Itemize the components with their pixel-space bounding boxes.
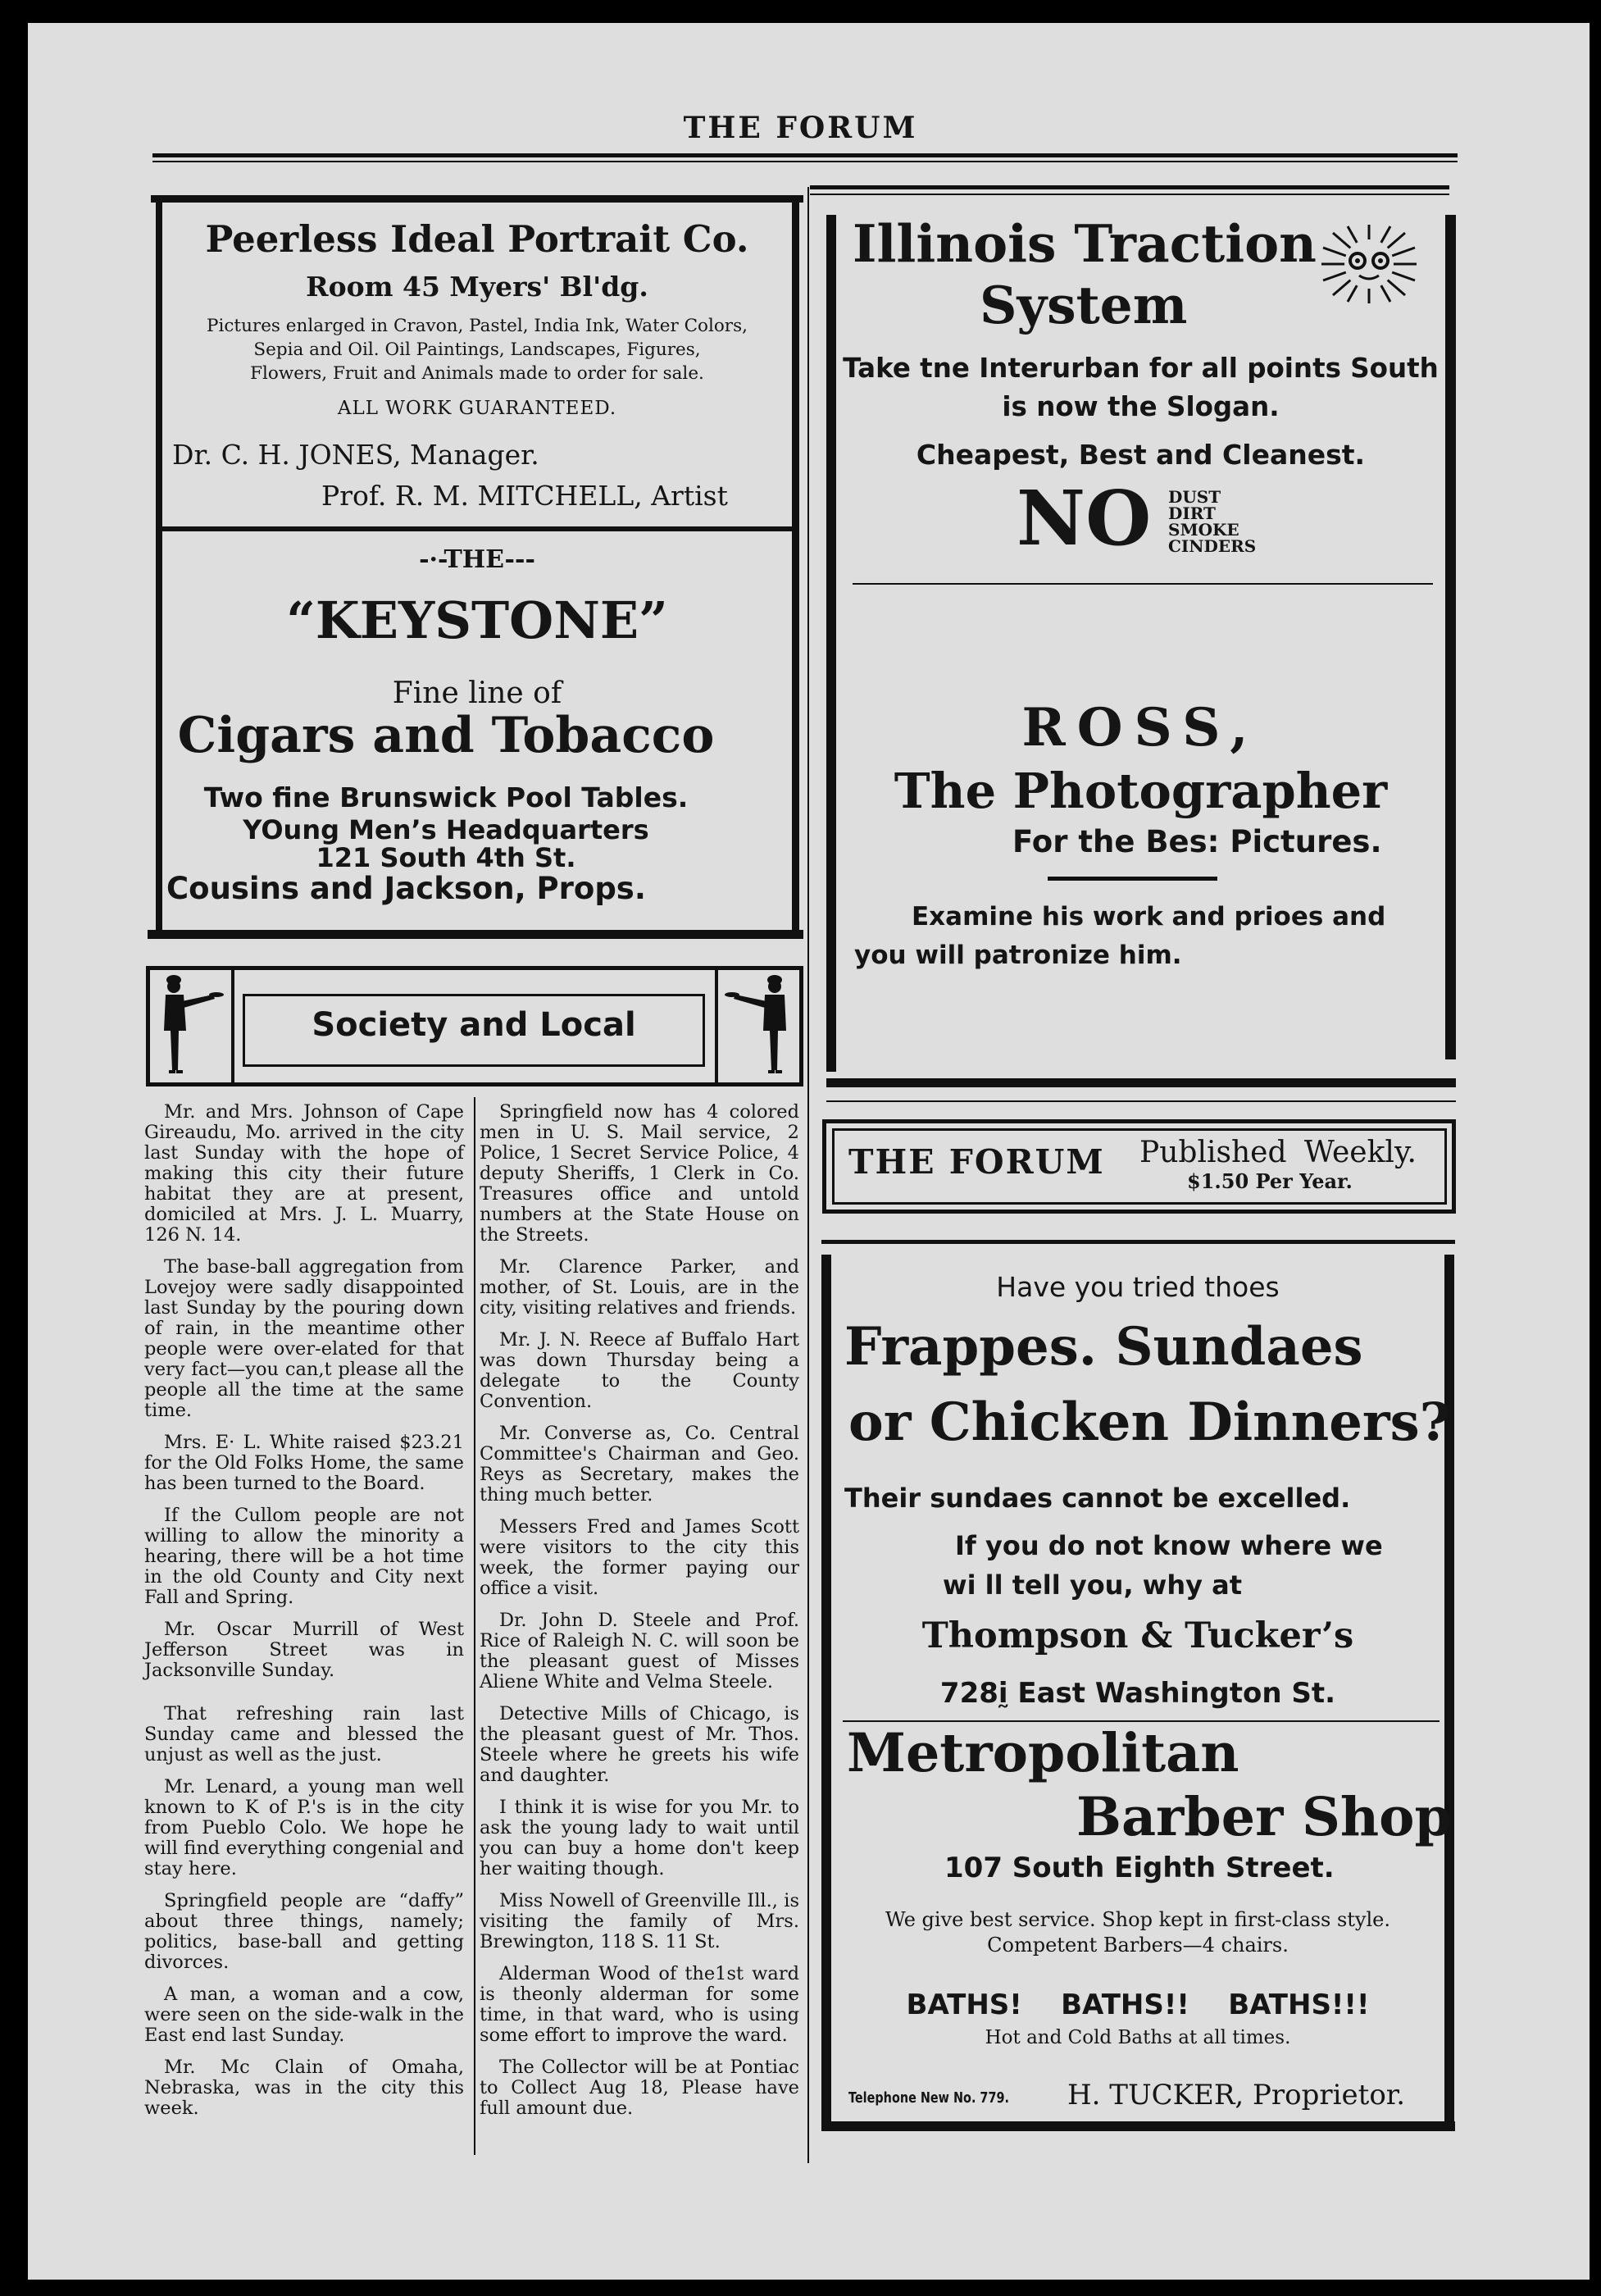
news-column-left [144, 1102, 464, 2130]
forum-ad-price: $1.50 Per Year. [1187, 1169, 1353, 1193]
frappes-where: If you do not know where we [955, 1530, 1383, 1561]
column-divider [474, 1097, 475, 2155]
news-item: Mr. Mc Clain of Omaha, Nebraska, was in the city this week. [144, 2057, 464, 2119]
barber-address: 107 South Eighth Street. [944, 1852, 1335, 1884]
masthead-rule-thin [152, 161, 1458, 162]
news-item: Alderman Wood of the1st ward is theonly alderman for some time, in that ward, who is using some effort to improve the ward. [480, 1963, 799, 2046]
traction-nuisance: CINDERS [1168, 536, 1257, 556]
ross-text: you will patronize him. [854, 941, 1182, 970]
peerless-manager: Dr. C. H. JONES, Manager. [172, 439, 539, 471]
news-item: Mr. Converse as, Co. Central Committee's Chairman and Geo. Reys as Secretary, makes the thing much better. [480, 1423, 799, 1506]
traction-nuisance: SMOKE [1168, 520, 1239, 540]
traction-nuisance: DUST [1168, 487, 1221, 507]
news-column-right [480, 1102, 799, 2130]
frappes-headline: Frappes. Sundaes [844, 1316, 1363, 1378]
news-item: Springfield people are “daffy” about three things, namely; politics, base-ball and getting divorces. [144, 1890, 464, 1973]
barber-service: Competent Barbers—4 chairs. [987, 1934, 1289, 1957]
masthead: THE FORUM [683, 111, 918, 145]
peerless-artist: Prof. R. M. MITCHELL, Artist [321, 480, 728, 512]
ross-name: ROSS, [1021, 697, 1260, 758]
news-item: A man, a woman and a cow, were seen on the side-walk in the East end last Sunday. [144, 1984, 464, 2046]
traction-slogan: Take tne Interurban for all points South [843, 353, 1439, 384]
frappes-intro: Have you tried thoes [996, 1271, 1280, 1303]
news-item: Miss Nowell of Greenville Ill., is visiting the family of Mrs. Brewington, 118 S. 11 St. [480, 1890, 799, 1952]
page-column-divider [807, 187, 809, 2163]
news-item: The base-ball aggregation from Lovejoy were sadly disappointed last Sunday by the pouring down of rain, in the meantime other people were over-elated for that very fact—you can,t please all the people all the time at the same time. [144, 1256, 464, 1421]
barber-title: Metropolitan [847, 1722, 1239, 1784]
peerless-guarantee: ALL WORK GUARANTEED. [337, 398, 617, 419]
keystone-the: -·-THE--- [419, 545, 535, 574]
society-title: Society and Local [312, 1006, 636, 1044]
barber-hot-cold: Hot and Cold Baths at all times. [985, 2027, 1291, 2048]
forum-ad-name: THE FORUM [848, 1142, 1105, 1182]
ross-text: Examine his work and prioes and [912, 902, 1386, 932]
traction-nuisance: DIRT [1168, 503, 1216, 523]
barber-proprietor: H. TUCKER, Proprietor. [1067, 2079, 1406, 2112]
news-item: Mr. Clarence Parker, and mother, of St. Louis, are in the city, visiting relatives and friends. [480, 1256, 799, 1319]
news-item: Mrs. E· L. White raised $23.21 for the Old Folks Home, the same has been turned to the Board. [144, 1432, 464, 1494]
keystone-address: 121 South 4th St. [316, 842, 576, 873]
news-item: I think it is wise for you Mr. to ask the young lady to wait until you can buy a home don't keep her waiting though. [480, 1797, 799, 1879]
peerless-desc-line: Flowers, Fruit and Animals made to order for sale. [250, 363, 704, 384]
peerless-title: Peerless Ideal Portrait Co. [205, 217, 749, 261]
peerless-desc-line: Sepia and Oil. Oil Paintings, Landscapes, Figures, [253, 339, 701, 360]
keystone-props: Cousins and Jackson, Props. [166, 871, 646, 906]
frappes-where: wi ll tell you, why at [943, 1569, 1242, 1601]
frappes-store: Thompson & Tucker’s [921, 1615, 1354, 1656]
peerless-desc-line: Pictures enlarged in Cravon, Pastel, India Ink, Water Colors, [207, 316, 748, 336]
news-item: Springfield now has 4 colored men in U. S. Mail service, 2 Police, 1 Secret Service Police, 4 deputy Sheriffs, 1 Clerk in Co. Treasures office and untold numbers at the State House on the Streets. [480, 1101, 799, 1246]
barber-baths: BATHS! BATHS!! BATHS!!! [906, 1988, 1370, 2021]
keystone-name: “KEYSTONE” [286, 590, 668, 650]
frappes-headline: or Chicken Dinners? [848, 1392, 1451, 1453]
forum-ad-published: Published Weekly. [1139, 1136, 1417, 1169]
ross-tagline: For the Bes: Pictures. [1012, 824, 1382, 859]
barber-telephone: Telephone New No. 779. [848, 2089, 1009, 2107]
waiter-figure-icon [156, 972, 225, 1078]
barber-service: We give best service. Shop kept in first-class style. [885, 1908, 1390, 1931]
frappes-address: 728ḭ East Washington St. [939, 1677, 1336, 1710]
traction-slogan: is now the Slogan. [1002, 391, 1280, 422]
peerless-room: Room 45 Myers' Bl'dg. [306, 271, 648, 303]
traction-title: System [980, 275, 1188, 335]
traction-title: Illinois Traction [853, 213, 1317, 274]
news-item: Dr. John D. Steele and Prof. Rice of Raleigh N. C. will soon be the pleasant guest of Misses Aliene White and Velma Steele. [480, 1610, 799, 1692]
news-item: If the Cullom people are not willing to allow the minority a hearing, there will be a hot time in the old County and City next Fall and Spring. [144, 1505, 464, 1608]
news-item: Mr. Lenard, a young man well known to K of P.'s is in the city from Pueblo Colo. We hope he will find everything congenial and stay here. [144, 1776, 464, 1879]
keystone-hq: YOung Men’s Headquarters [243, 814, 649, 845]
traction-cheapest: Cheapest, Best and Cleanest. [916, 439, 1366, 471]
ross-title: The Photographer [894, 763, 1388, 819]
masthead-rule [152, 153, 1458, 157]
waiter-figure-icon [724, 972, 794, 1078]
news-item: The Collector will be at Pontiac to Collect Aug 18, Please have full amount due. [480, 2057, 799, 2119]
keystone-product: Cigars and Tobacco [177, 707, 715, 764]
news-item: That refreshing rain last Sunday came and blessed the unjust as well as the just. [144, 1703, 464, 1765]
sun-logo-icon [1318, 223, 1420, 305]
frappes-sundaes: Their sundaes cannot be excelled. [844, 1483, 1351, 1514]
traction-nuisance-list [1168, 489, 1256, 554]
news-item: Messers Fred and James Scott were visitors to the city this week, the former paying our office a visit. [480, 1516, 799, 1599]
barber-title: Barber Shop [1076, 1786, 1452, 1848]
news-item: Mr. Oscar Murrill of West Jefferson Street was in Jacksonville Sunday. [144, 1619, 464, 1681]
news-item: Mr. and Mrs. Johnson of Cape Gireaudu, Mo. arrived in the city last Sunday with the hope of making this city their future habitat they are at present, domiciled at Mrs. J. L. Muarry, 126 N. 14. [144, 1101, 464, 1246]
keystone-pool: Two fine Brunswick Pool Tables. [203, 781, 689, 813]
keystone-fine-line: Fine line of [392, 676, 562, 710]
news-item: Detective Mills of Chicago, is the pleasant guest of Mr. Thos. Steele where he greets his wife and daughter. [480, 1703, 799, 1786]
news-item: Mr. J. N. Reece af Buffalo Hart was down Thursday being a delegate to the County Convention. [480, 1329, 799, 1412]
traction-no: NO [1017, 474, 1152, 563]
